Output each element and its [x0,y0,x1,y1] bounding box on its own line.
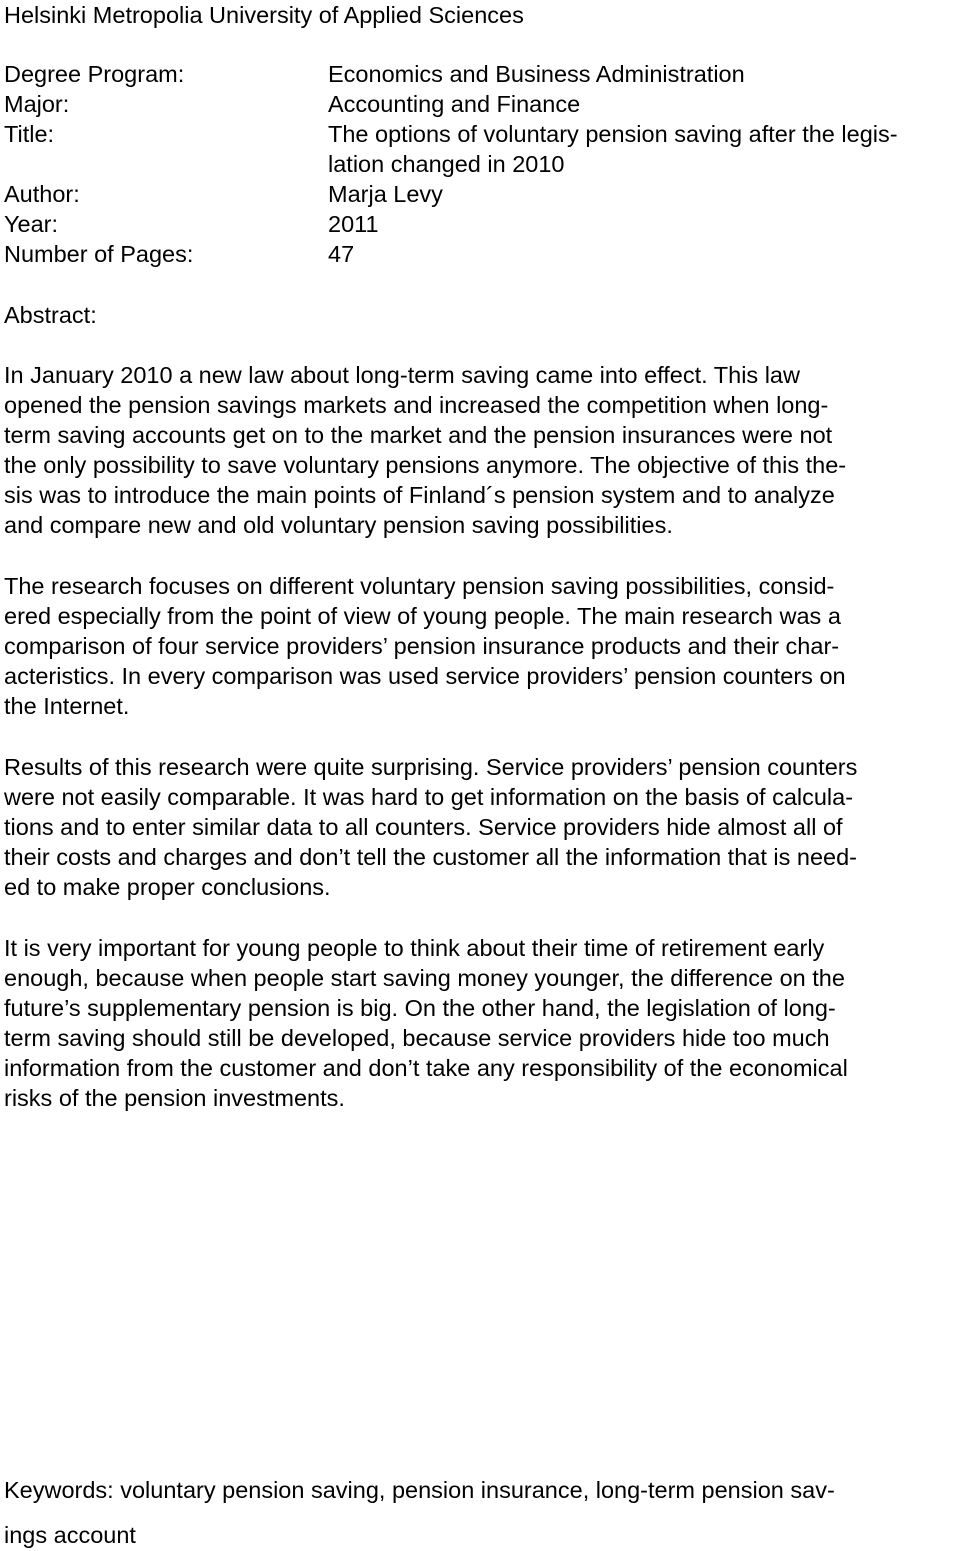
abstract-paragraph-1 [4,360,956,541]
paragraph-line: Results of this research were quite surprising. Service providers’ pension counters [4,754,858,780]
title-label: Title: [4,121,55,147]
paragraph-line: term saving should still be developed, because service providers hide too much [4,1025,830,1052]
paragraph-line: It is very important for young people to think about their time of retirement early [4,935,825,961]
pages-value: 47 [328,241,355,267]
author-value: Marja Levy [328,181,443,207]
degree-program-label: Degree Program: [4,61,185,87]
abstract-paragraph-4 [4,933,956,1114]
abstract-heading: Abstract: [4,302,97,328]
keywords-line-1: Keywords: voluntary pension saving, pension insurance, long-term pension sav- [4,1477,835,1503]
author-label: Author: [4,181,80,207]
paragraph-line: opened the pension savings markets and increased the competition when long- [4,392,829,419]
paragraph-line: ered especially from the point of view of young people. The main research was a [4,603,841,630]
paragraph-line: their costs and charges and don’t tell the customer all the information that is need- [4,844,857,871]
paragraph-line: acteristics. In every comparison was used service providers’ pension counters on [4,663,846,690]
paragraph-line: future’s supplementary pension is big. On the other hand, the legislation of long- [4,995,836,1022]
institution-name: Helsinki Metropolia University of Applied Sciences [4,2,524,28]
paragraph-line: information from the customer and don’t take any responsibility of the economical [4,1055,848,1082]
major-label: Major: [4,91,70,117]
paragraph-line: enough, because when people start saving money younger, the difference on the [4,965,845,992]
year-value: 2011 [328,211,379,237]
paragraph-line: sis was to introduce the main points of Finland´s pension system and to analyze [4,482,835,509]
paragraph-line: the only possibility to save voluntary pensions anymore. The objective of this the- [4,452,847,479]
year-label: Year: [4,211,59,237]
paragraph-line: risks of the pension investments. [4,1085,345,1112]
title-value-line-1: The options of voluntary pension saving after the legis- [328,121,898,147]
paragraph-line: comparison of four service providers’ pension insurance products and their char- [4,633,840,660]
keywords-line-2: ings account [4,1522,136,1548]
paragraph-line: and compare new and old voluntary pension saving possibilities. [4,512,673,539]
paragraph-line: term saving accounts get on to the market and the pension insurances were not [4,422,833,449]
paragraph-line: tions and to enter similar data to all counters. Service providers hide almost all of [4,814,843,841]
paragraph-line: The research focuses on different voluntary pension saving possibilities, consid- [4,573,835,599]
title-value-line-2: lation changed in 2010 [328,151,565,177]
abstract-paragraph-2 [4,571,956,721]
abstract-paragraph-3 [4,752,956,902]
paragraph-line: the Internet. [4,693,130,720]
paragraph-line: were not easily comparable. It was hard to get information on the basis of calcula- [4,784,854,811]
degree-program-value: Economics and Business Administration [328,61,745,87]
pages-label: Number of Pages: [4,241,194,267]
paragraph-line: ed to make proper conclusions. [4,874,331,901]
major-value: Accounting and Finance [328,91,581,117]
paragraph-line: In January 2010 a new law about long-term saving came into effect. This law [4,362,800,388]
